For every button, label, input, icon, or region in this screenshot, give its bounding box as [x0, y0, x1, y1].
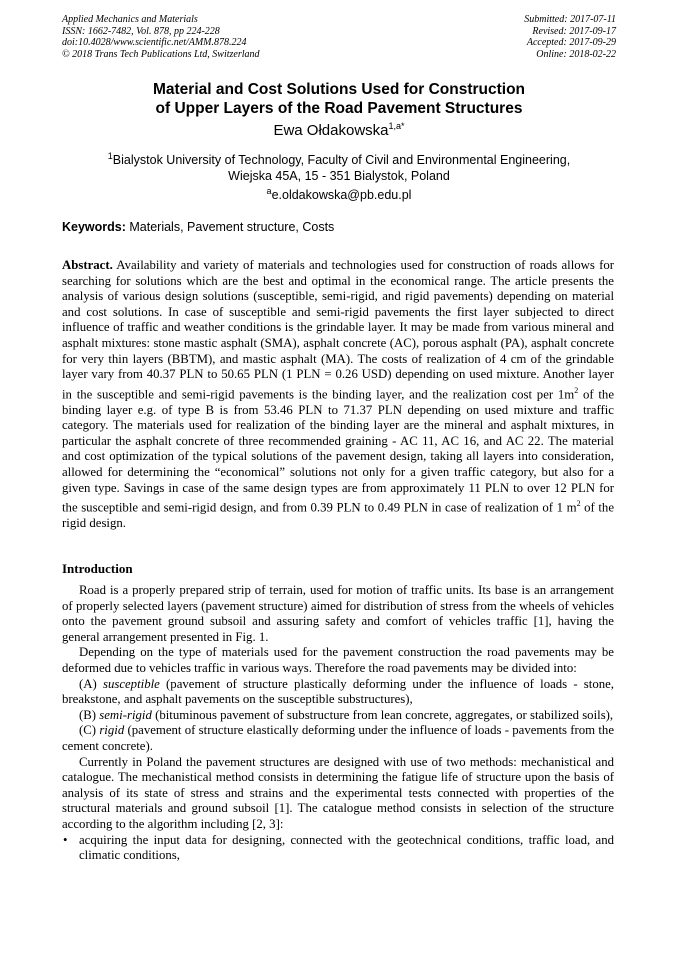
abstract-text-3: of the rigid design.	[62, 500, 614, 531]
affiliation-line-1: Bialystok University of Technology, Faculty of Civil and Environmental Engineering,	[112, 153, 571, 168]
keywords-text: Materials, Pavement structure, Costs	[125, 220, 335, 234]
online-date: Online: 2018-02-22	[536, 48, 616, 60]
term-susceptible: susceptible	[102, 676, 160, 691]
author-sup: 1,a*	[388, 121, 405, 131]
affiliation-sup: 1	[107, 151, 113, 161]
paper-title	[62, 80, 616, 118]
email-address[interactable]: e.oldakowska@pb.edu.pl	[271, 188, 412, 203]
abstract-sup-2: 2	[576, 499, 581, 509]
accepted-date: Accepted: 2017-09-29	[526, 37, 616, 48]
abstract	[62, 258, 614, 532]
term-rigid: rigid	[99, 723, 125, 738]
pavement-type-b: (B) semi-rigid (bituminous pavement of substructure from lean concrete, aggregates, or stabilized soils),	[79, 707, 614, 722]
keywords	[62, 220, 616, 234]
author-name: Ewa Ołdakowska	[273, 122, 389, 139]
introduction-heading: Introduction	[62, 561, 133, 576]
journal-copyright: © 2018 Trans Tech Publications Ltd, Switzerland	[62, 48, 260, 60]
abstract-label: Abstract.	[62, 258, 113, 272]
pavement-type-a: (A) susceptible (pavement of structure plastically deforming under the influence of loads - stone, breakstone, and asphalt pavements on the susceptible substructures),	[62, 676, 615, 707]
intro-paragraph-3: Currently in Poland the pavement structures are designed with use of two methods: mechanistical and catalogue. The mechanistical method consists in determining the fatigue life of structure upon the basis of analysis of its state of stress and strains and the experimental tests connected with properties of the structural materials and ground subsoil [1]. The catalogue method consists in selection of the structure according to the algorithm including [2, 3]:	[62, 754, 614, 831]
intro-paragraph-2: Depending on the type of materials used for the pavement construction the road pavements may be deformed due to vehicles traffic in various ways. Therefore the road pavements may be divided into:	[62, 645, 614, 675]
abstract-sup-1: 2	[574, 385, 579, 395]
title-line-1: Material and Cost Solutions Used for Construction	[152, 81, 526, 98]
author-email	[62, 186, 616, 202]
affiliation-line-2: Wiejska 45A, 15 - 351 Bialystok, Poland	[228, 169, 450, 184]
journal-issn: ISSN: 1662-7482, Vol. 878, pp 224-228	[62, 25, 220, 37]
pavement-type-c: (C) rigid (pavement of structure elastically deforming under the influence of loads - pavements from the cement concrete).	[62, 723, 614, 753]
author	[62, 121, 616, 139]
abstract-text-2: of the binding layer e.g. of type B is from 53.46 PLN to 71.37 PLN depending on used mixture and traffic category. The materials used for realization of the binding layer are the mineral and asphalt mixtures, in particular the asphalt concrete of three recommended graining - AC 11, AC 16, and AC 22. The material and cost optimization of the typical solutions of the pavement design, taking all layers into consideration, allowed for determining the “economical” solutions not only for a given traffic category, but also for a given type. Savings in case of the same design types are from approximately 11 PLN to over 12 PLN for the susceptible and semi-rigid design, and from 0.39 PLN to 0.49 PLN in case of realization of 1 m	[62, 387, 614, 515]
list-item: • acquiring the input data for designing, connected with the geotechnical conditions, traffic load, and climatic conditions,	[62, 833, 614, 864]
submitted-date: Submitted: 2017-07-11	[524, 14, 616, 25]
keywords-label: Keywords:	[62, 220, 126, 234]
revised-date: Revised: 2017-09-17	[532, 25, 616, 37]
title-line-2: of Upper Layers of the Road Pavement Structures	[155, 100, 523, 117]
email-sup: a	[266, 186, 272, 196]
submission-dates	[524, 14, 616, 60]
introduction-body	[62, 583, 614, 864]
journal-info	[62, 14, 260, 60]
abstract-text-1: Availability and variety of materials and technologies used for construction of roads allows for searching for solutions which are the best and optimal in the economical range. The article presents the analysis of various design solutions (susceptible, semi-rigid, and rigid pavements) depending on material and cost solutions. In case of susceptible and semi-rigid pavements the first layer subjected to direct influence of traffic and weather conditions is the grindable layer. It may be made from various mineral and asphalt mixtures: stone mastic asphalt (SMA), asphalt concrete (AC), porous asphalt (PA), asphalt concrete for very thin layers (BBTM), and mastic asphalt (MA). The costs of realization of 4 cm of the grindable layer vary from 40.37 PLN to 50.65 PLN (1 PLN = 0.26 USD) depending on used mixture. Another layer in the susceptible and semi-rigid pavements is the binding layer, and the realization cost per 1m	[62, 258, 614, 402]
term-semi-rigid: semi-rigid	[99, 707, 152, 722]
journal-doi: doi:10.4028/www.scientific.net/AMM.878.224	[62, 37, 247, 48]
journal-name: Applied Mechanics and Materials	[62, 14, 198, 25]
intro-paragraph-1: Road is a properly prepared strip of terrain, used for motion of traffic units. Its base is an arrangement of properly selected layers (pavement structure) aimed for distribution of stress from the wheels of vehicles onto the pavement ground subsoil and assuring safety and comfort of vehicles traffic [1], having the general arrangement presented in Fig. 1.	[62, 583, 614, 644]
affiliation	[62, 148, 616, 184]
